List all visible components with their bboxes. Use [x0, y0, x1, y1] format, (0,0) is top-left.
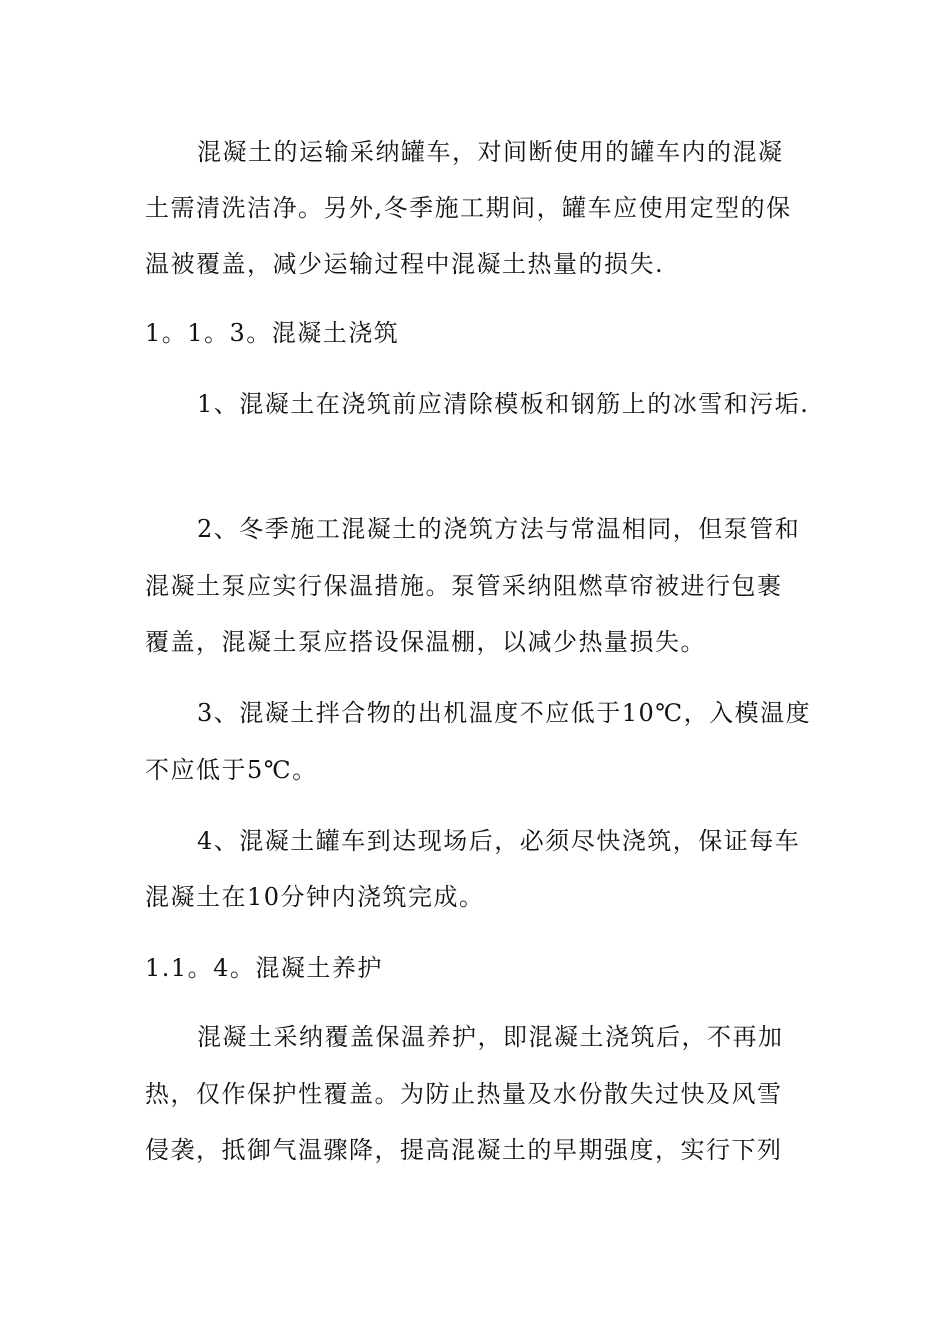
paragraph-line: 侵袭，抵御气温骤降，提高混凝土的早期强度，实行下列: [145, 1136, 783, 1164]
list-item: 1、混凝土在浇筑前应清除模板和钢筋上的冰雪和污垢.: [197, 390, 810, 418]
section-heading: 1.1。4。混凝土养护: [145, 954, 383, 982]
paragraph-line: 土需清洗洁净。另外,冬季施工期间，罐车应使用定型的保: [145, 194, 792, 222]
list-item: 2、冬季施工混凝土的浇筑方法与常温相同，但泵管和: [197, 515, 801, 543]
list-item: 4、混凝土罐车到达现场后，必须尽快浇筑，保证每车: [197, 827, 801, 855]
section-heading: 1。1。3。混凝土浇筑: [145, 319, 400, 347]
paragraph-line: 热，仅作保护性覆盖。为防止热量及水份散失过快及风雪: [145, 1080, 783, 1108]
paragraph-line: 混凝土在10分钟内浇筑完成。: [145, 883, 485, 911]
paragraph-line: 混凝土泵应实行保温措施。泵管采纳阻燃草帘被进行包裹: [145, 572, 783, 600]
paragraph-line: 温被覆盖，减少运输过程中混凝土热量的损失.: [145, 250, 665, 278]
paragraph-line: 不应低于5℃。: [145, 756, 318, 784]
paragraph-line: 覆盖，混凝土泵应搭设保温棚，以减少热量损失。: [145, 628, 706, 656]
paragraph-line: 混凝土采纳覆盖保温养护，即混凝土浇筑后，不再加: [197, 1023, 784, 1051]
list-item: 3、混凝土拌合物的出机温度不应低于10℃，入模温度: [197, 699, 812, 727]
paragraph-line: 混凝土的运输采纳罐车，对间断使用的罐车内的混凝: [197, 138, 784, 166]
